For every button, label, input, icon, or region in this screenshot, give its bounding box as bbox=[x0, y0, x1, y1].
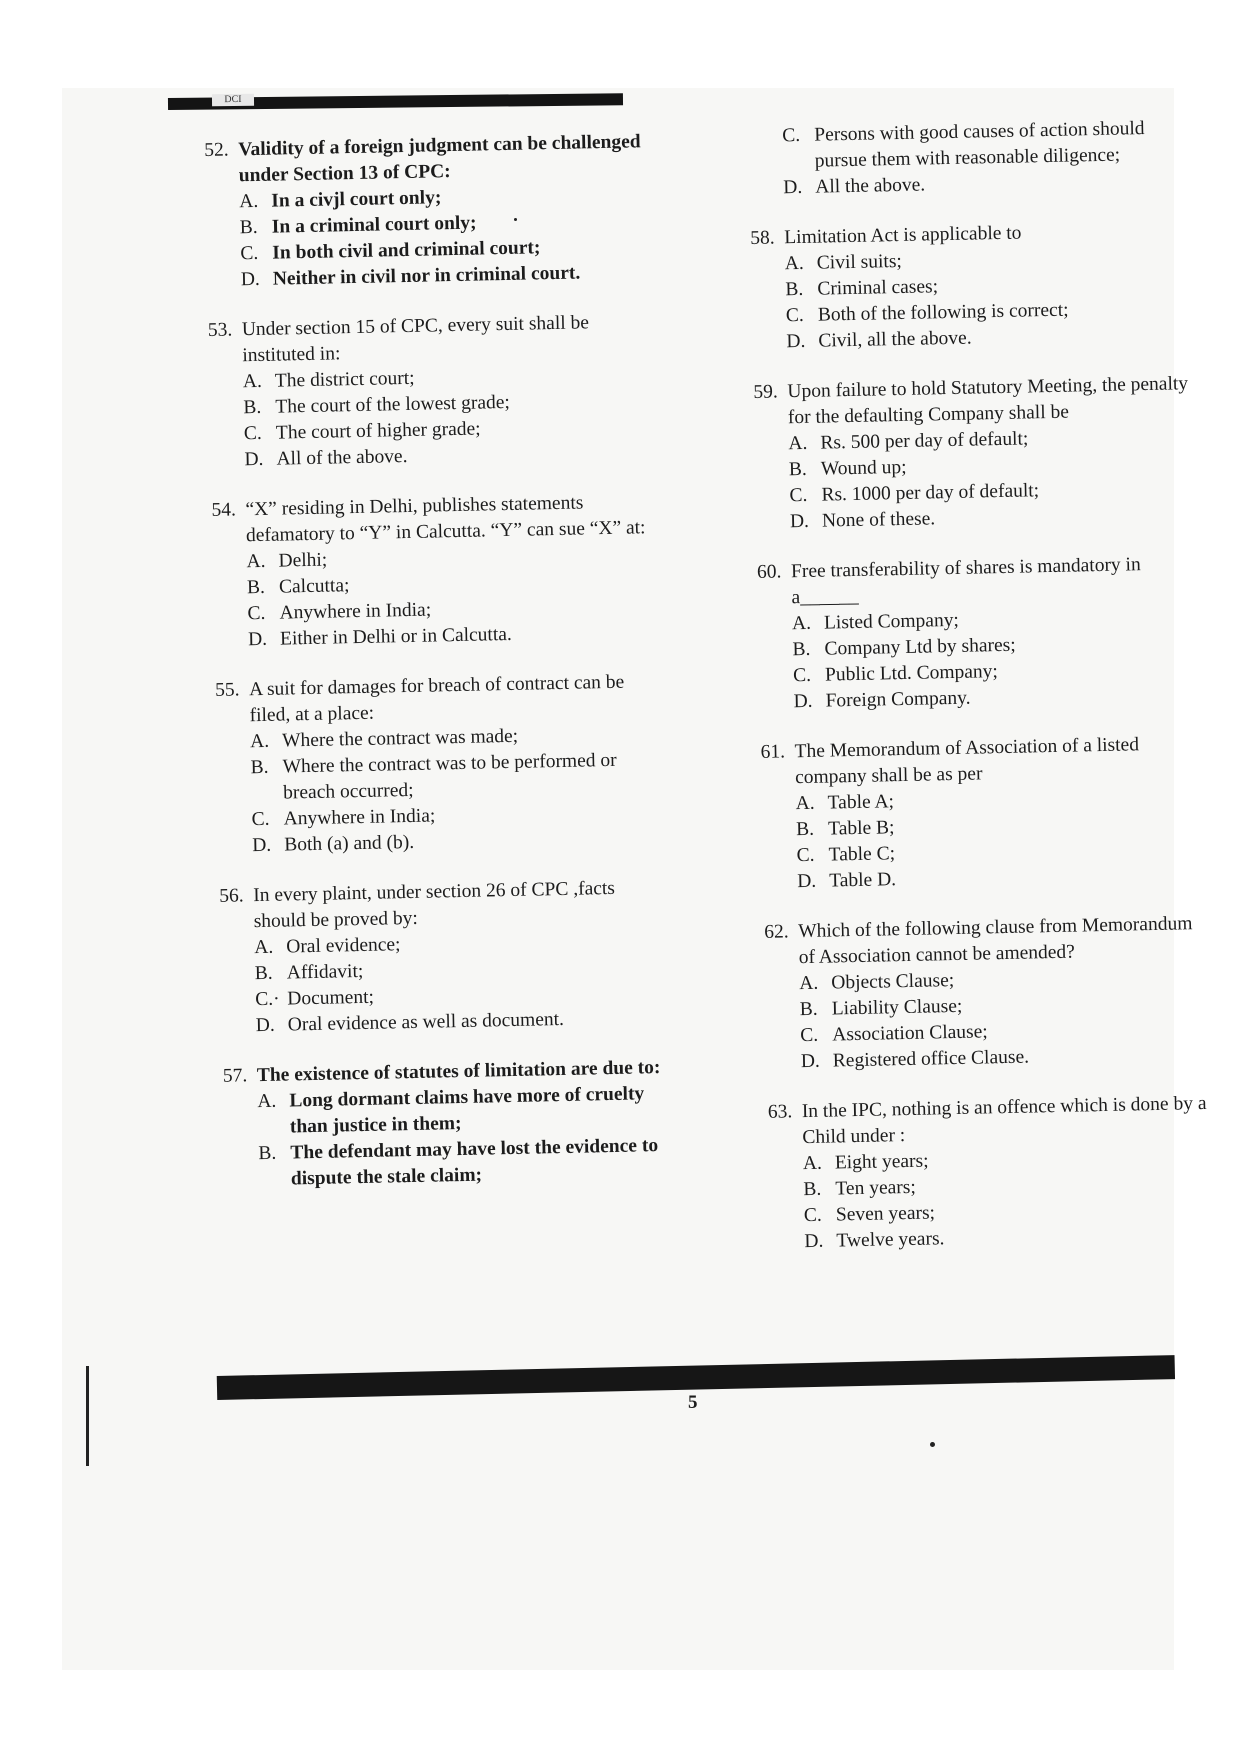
option-text: In both civil and criminal court; bbox=[272, 237, 541, 264]
question-text: Validity of a foreign judgment can be challenged under Section 13 of CPC: bbox=[238, 131, 641, 187]
option-letter: C. bbox=[803, 1204, 823, 1227]
option-text: Wound up; bbox=[820, 456, 907, 480]
option-letter: D. bbox=[800, 1050, 821, 1073]
option-letter: D. bbox=[240, 268, 261, 291]
option-text: None of these. bbox=[821, 508, 936, 532]
option-text: Oral evidence as well as document. bbox=[287, 1008, 565, 1036]
question-number: 60. bbox=[756, 561, 782, 583]
question-item bbox=[760, 731, 1203, 896]
question-text: Under section 15 of CPC, every suit shall be instituted in: bbox=[241, 312, 590, 367]
question-item bbox=[753, 371, 1196, 536]
option-letter: A. bbox=[254, 936, 274, 959]
option-text: All of the above. bbox=[276, 445, 408, 470]
option-letter: A. bbox=[788, 432, 808, 455]
option-letter: B. bbox=[799, 998, 818, 1021]
option-text: In a criminal court only; bbox=[271, 212, 477, 238]
option-letter: D. bbox=[255, 1014, 276, 1037]
option-letter: B. bbox=[792, 638, 811, 661]
question-number: 58. bbox=[750, 227, 775, 249]
option-text: Eight years; bbox=[834, 1150, 929, 1174]
option-text: Calcutta; bbox=[278, 575, 350, 598]
option-letter: C. bbox=[247, 602, 266, 625]
question-item bbox=[757, 551, 1200, 716]
option-text: Ten years; bbox=[835, 1176, 916, 1200]
question-number: 61. bbox=[760, 741, 786, 763]
question-stem bbox=[219, 875, 660, 936]
question-text: The Memorandum of Association of a listed company shall be as per bbox=[794, 734, 1140, 789]
option-letter: C.· bbox=[255, 988, 280, 1011]
question-stem bbox=[764, 911, 1205, 972]
option-letter: C. bbox=[789, 484, 808, 507]
option-letter: A. bbox=[791, 612, 812, 635]
option-letter: A. bbox=[246, 550, 266, 573]
option-letter: B. bbox=[788, 458, 808, 481]
option-text: Either in Delhi or in Calcutta. bbox=[279, 623, 513, 650]
option-list bbox=[751, 243, 1193, 356]
option-list bbox=[769, 1143, 1211, 1256]
option-list bbox=[220, 927, 662, 1040]
scan-speck bbox=[930, 1442, 935, 1447]
option-letter: C. bbox=[796, 844, 815, 867]
option-letter: A. bbox=[802, 1152, 823, 1175]
option-letter: A. bbox=[784, 252, 804, 275]
option-letter: B. bbox=[254, 962, 273, 985]
option-text: Civil suits; bbox=[816, 250, 903, 274]
question-stem bbox=[757, 551, 1198, 612]
option-letter: D. bbox=[804, 1230, 824, 1253]
option-item bbox=[250, 747, 657, 807]
question-text: The existence of statutes of limitation are due to: bbox=[256, 1057, 661, 1087]
question-text: A suit for damages for breach of contract can be filed, at a place: bbox=[248, 671, 625, 727]
question-stem bbox=[753, 371, 1194, 432]
option-letter: C. bbox=[785, 304, 804, 327]
option-text: Twelve years. bbox=[836, 1228, 945, 1252]
option-text: Where the contract was made; bbox=[281, 725, 519, 752]
option-item bbox=[258, 1133, 665, 1193]
question-text: Free transferability of shares is mandatory in a______ bbox=[790, 554, 1141, 609]
question-number: 53. bbox=[207, 319, 233, 341]
option-text: In a civjl court only; bbox=[271, 187, 442, 212]
option-text: The court of the lowest grade; bbox=[275, 391, 511, 418]
question-number: 62. bbox=[764, 921, 789, 943]
option-letter: D. bbox=[786, 330, 806, 353]
right-column bbox=[748, 115, 1211, 1280]
option-list bbox=[212, 541, 654, 654]
option-text: Company Ltd by shares; bbox=[824, 634, 1016, 660]
option-list bbox=[758, 603, 1200, 716]
question-item bbox=[748, 115, 1189, 202]
question-stem bbox=[204, 129, 645, 190]
option-list bbox=[223, 1081, 665, 1194]
question-text: Upon failure to hold Statutory Meeting, the penalty for the defaulting Company shall be bbox=[787, 373, 1189, 429]
question-number: 55. bbox=[214, 679, 240, 701]
option-letter: D. bbox=[793, 690, 813, 713]
question-number: 56. bbox=[219, 885, 244, 907]
option-text: Foreign Company. bbox=[825, 687, 971, 712]
option-text: Document; bbox=[287, 986, 375, 1010]
option-text: Table A; bbox=[827, 791, 895, 814]
question-number: 52. bbox=[204, 139, 229, 161]
option-text: Oral evidence; bbox=[286, 934, 401, 958]
option-text: All the above. bbox=[815, 174, 926, 198]
option-letter: C. bbox=[782, 124, 801, 147]
question-stem bbox=[768, 1091, 1209, 1152]
option-text: Table C; bbox=[828, 843, 896, 866]
question-item bbox=[223, 1055, 666, 1194]
option-text: The district court; bbox=[274, 367, 415, 392]
option-letter: B. bbox=[803, 1178, 822, 1201]
option-text: Association Clause; bbox=[832, 1021, 988, 1046]
option-text: Delhi; bbox=[278, 549, 328, 572]
option-text: Criminal cases; bbox=[817, 276, 939, 300]
option-text: Rs. 500 per day of default; bbox=[820, 428, 1029, 454]
option-letter: C. bbox=[240, 242, 259, 265]
option-text: Where the contract was to be performed or breach occurred; bbox=[282, 749, 617, 804]
option-letter: B. bbox=[250, 756, 269, 779]
option-text: The court of higher grade; bbox=[275, 418, 481, 444]
option-list bbox=[748, 115, 1189, 202]
question-item bbox=[219, 875, 662, 1040]
option-letter: B. bbox=[239, 216, 258, 239]
option-letter: D. bbox=[797, 870, 817, 893]
question-item bbox=[750, 217, 1193, 356]
option-text: Anywhere in India; bbox=[279, 599, 432, 624]
question-number: 59. bbox=[753, 381, 778, 403]
header-tag: DCI bbox=[212, 94, 254, 106]
question-text: Limitation Act is applicable to bbox=[784, 222, 1022, 249]
option-letter: D. bbox=[247, 628, 268, 651]
option-text: Anywhere in India; bbox=[283, 805, 436, 830]
option-text: Registered office Clause. bbox=[832, 1046, 1030, 1072]
option-letter: C. bbox=[243, 422, 263, 445]
option-text: Neither in civil nor in criminal court. bbox=[272, 262, 581, 290]
margin-mark bbox=[86, 1366, 89, 1466]
option-item bbox=[257, 1081, 664, 1141]
option-letter: A. bbox=[242, 370, 263, 393]
option-letter: B. bbox=[785, 278, 804, 301]
question-number: 54. bbox=[211, 499, 237, 521]
question-item bbox=[204, 129, 647, 294]
option-letter: A. bbox=[799, 972, 819, 995]
option-list bbox=[209, 361, 651, 474]
option-text: Civil, all the above. bbox=[818, 327, 972, 352]
option-letter: B. bbox=[243, 396, 262, 419]
option-list bbox=[754, 423, 1196, 536]
option-item bbox=[782, 115, 1189, 175]
question-stem bbox=[215, 669, 656, 730]
left-column bbox=[204, 129, 666, 1218]
option-text: The defendant may have lost the evidence to dispute the stale claim; bbox=[290, 1135, 659, 1190]
scan-speck bbox=[514, 218, 517, 221]
option-letter: B. bbox=[795, 818, 815, 841]
option-text: Both (a) and (b). bbox=[283, 831, 415, 856]
option-text: Long dormant claims have more of cruelty than justice in them; bbox=[289, 1083, 645, 1138]
option-list bbox=[216, 721, 659, 860]
question-number: 63. bbox=[767, 1101, 793, 1123]
question-item bbox=[211, 489, 654, 654]
option-text: Persons with good causes of action should pursue them with reasonable diligence; bbox=[814, 118, 1145, 172]
option-letter: A. bbox=[249, 730, 270, 753]
option-text: Seven years; bbox=[835, 1202, 936, 1226]
question-text: In the IPC, nothing is an offence which is done by a Child under : bbox=[801, 1092, 1207, 1149]
option-letter: B. bbox=[258, 1142, 277, 1165]
option-letter: A. bbox=[795, 792, 815, 815]
option-letter: D. bbox=[252, 834, 272, 857]
option-letter: D. bbox=[244, 448, 264, 471]
question-item bbox=[208, 309, 651, 474]
option-letter: D. bbox=[783, 176, 803, 199]
question-stem bbox=[208, 309, 649, 370]
option-list bbox=[765, 963, 1207, 1076]
option-text: Liability Clause; bbox=[831, 995, 963, 1020]
option-letter: B. bbox=[246, 576, 266, 599]
page-number: 5 bbox=[688, 1392, 698, 1413]
option-letter: A. bbox=[239, 190, 259, 213]
option-text: Listed Company; bbox=[823, 609, 960, 634]
question-text: Which of the following clause from Memorandum of Association cannot be amended? bbox=[798, 913, 1193, 969]
option-letter: C. bbox=[800, 1024, 819, 1047]
option-letter: D. bbox=[789, 510, 810, 533]
option-text: Both of the following is correct; bbox=[817, 299, 1069, 326]
option-text: Objects Clause; bbox=[831, 970, 955, 994]
option-text: Public Ltd. Company; bbox=[824, 661, 999, 686]
question-stem bbox=[211, 489, 652, 550]
option-list bbox=[761, 783, 1203, 896]
option-text: Rs. 1000 per day of default; bbox=[821, 480, 1040, 506]
option-text: Table B; bbox=[827, 817, 895, 840]
question-item bbox=[764, 911, 1207, 1076]
option-text: Table D. bbox=[828, 869, 897, 892]
question-stem bbox=[760, 731, 1201, 792]
option-letter: C. bbox=[251, 808, 270, 831]
option-letter: C. bbox=[792, 664, 812, 687]
question-item bbox=[215, 669, 659, 860]
question-text: “X” residing in Delhi, publishes statements defamatory to “Y” in Calcutta. “Y” can sue “X” at: bbox=[245, 492, 646, 547]
option-text: Affidavit; bbox=[286, 960, 364, 984]
question-text: In every plaint, under section 26 of CPC ,facts should be proved by: bbox=[253, 877, 616, 933]
option-letter: A. bbox=[257, 1090, 277, 1113]
question-number: 57. bbox=[222, 1065, 248, 1087]
question-item bbox=[768, 1091, 1211, 1256]
option-list bbox=[205, 181, 647, 294]
